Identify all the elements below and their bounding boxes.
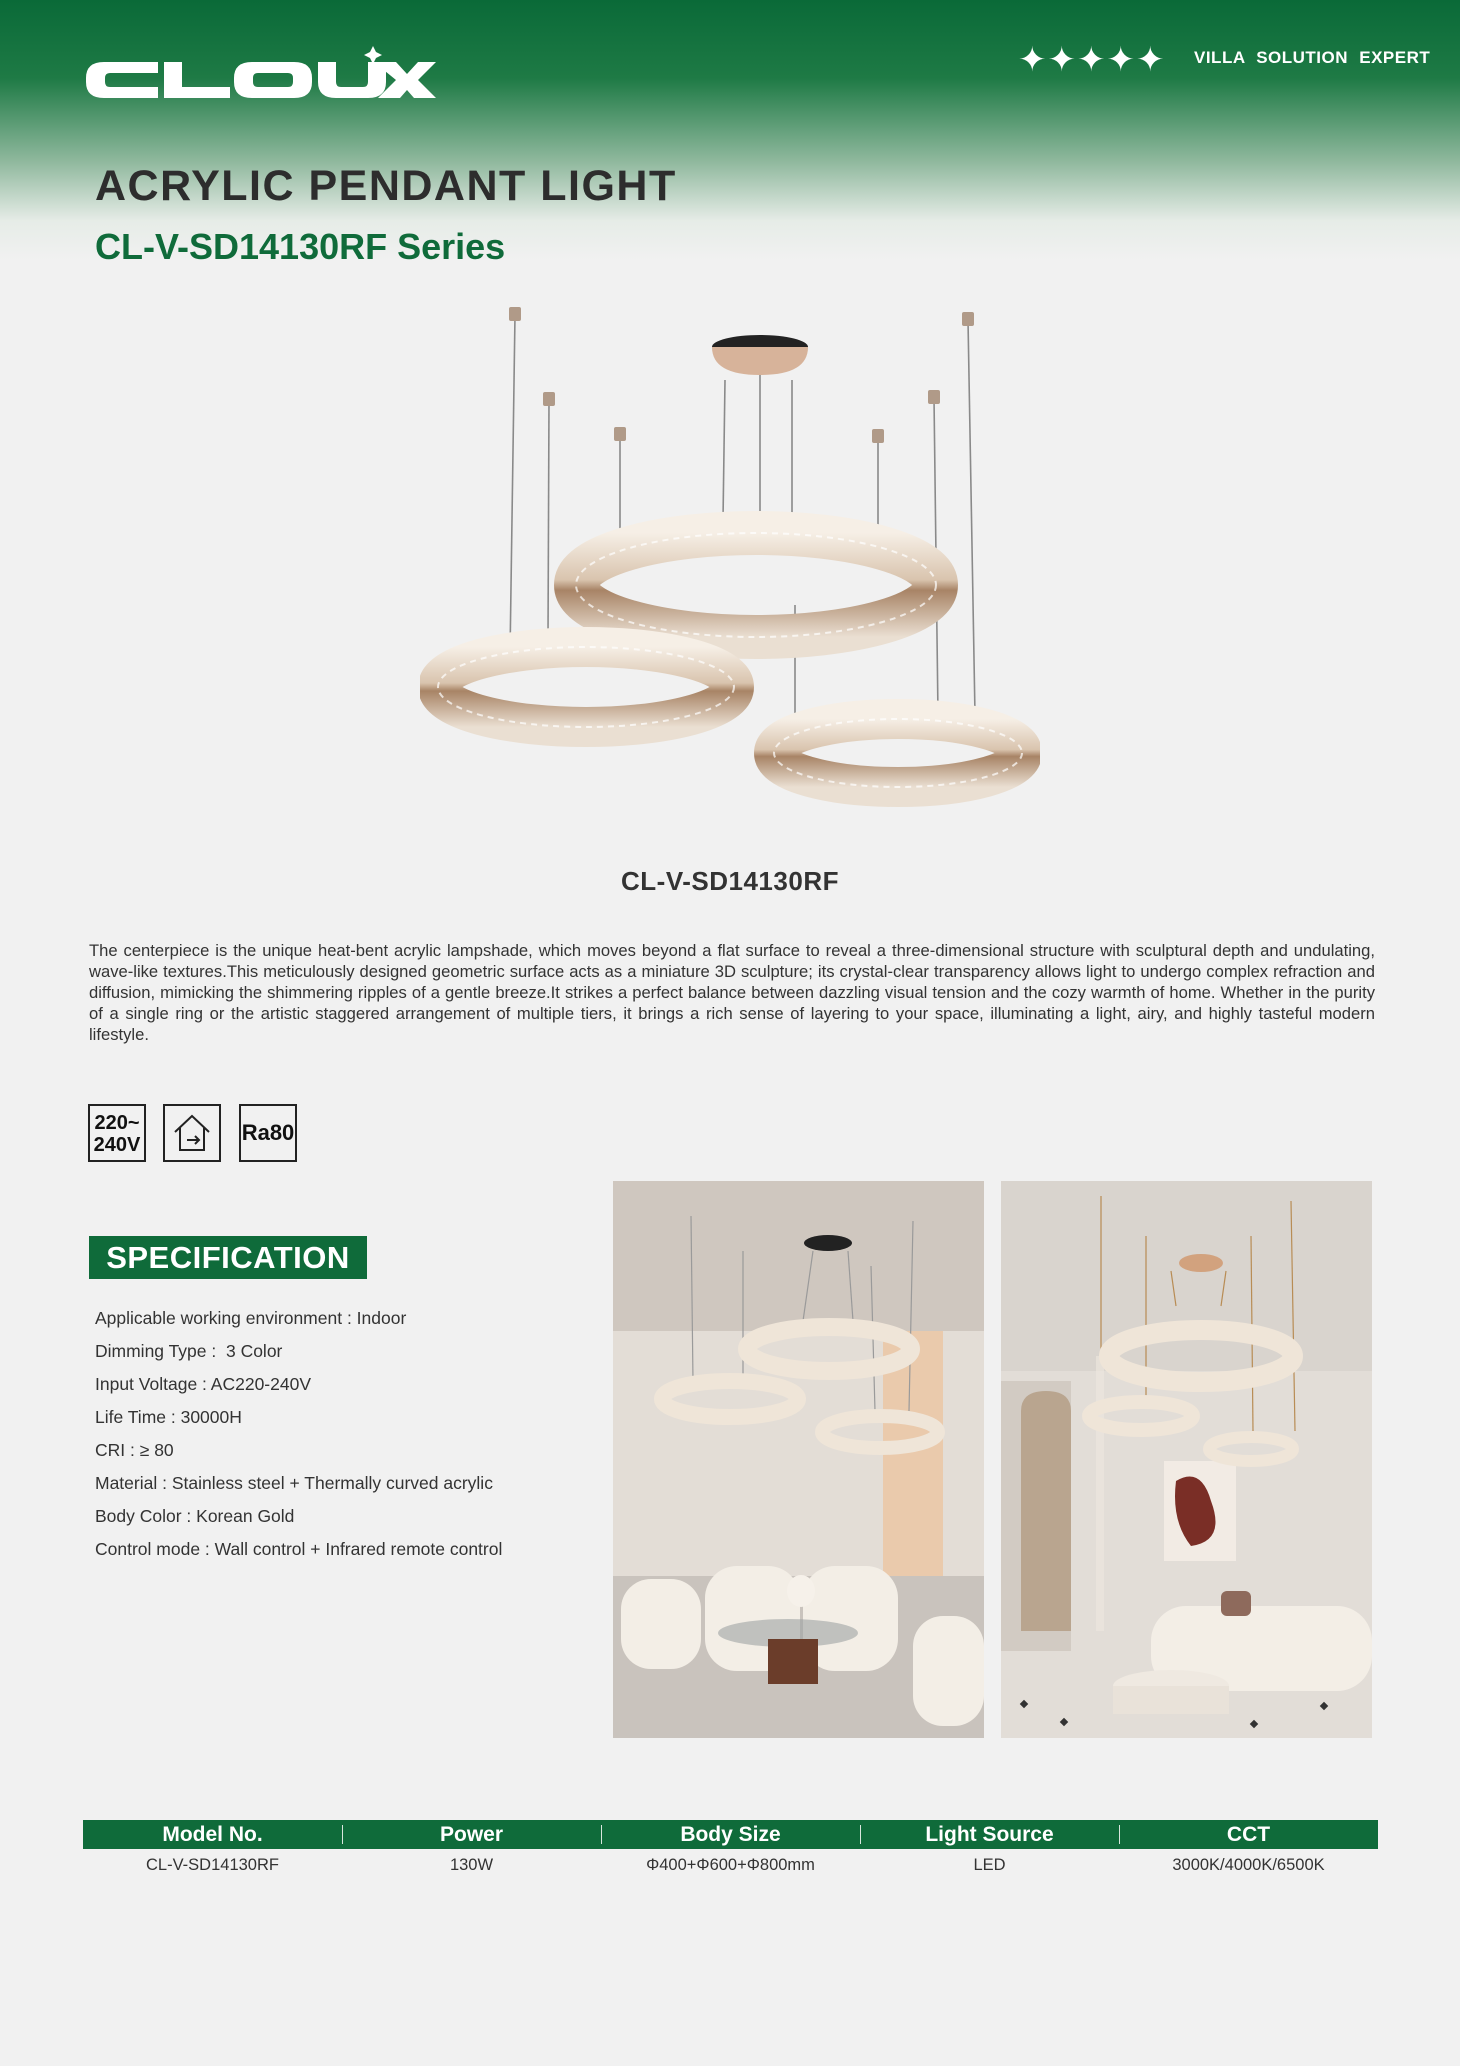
cell-cct: 3000K/4000K/6500K bbox=[1172, 1856, 1325, 1874]
spec-item: Dimming Type : 3 Color bbox=[95, 1341, 283, 1361]
rating-stars: ✦✦✦✦✦ bbox=[1018, 40, 1166, 80]
ra-badge: Ra80 bbox=[239, 1104, 297, 1162]
voltage-badge bbox=[88, 1104, 146, 1162]
spec-item: CRI : ≥ 80 bbox=[95, 1440, 174, 1460]
cell-model: CL-V-SD14130RF bbox=[146, 1856, 279, 1874]
table-row bbox=[83, 1849, 1378, 1881]
spec-item: Life Time : 30000H bbox=[95, 1407, 242, 1427]
spec-item: Control mode : Wall control + Infrared remote control bbox=[95, 1539, 503, 1559]
page-title: ACRYLIC PENDANT LIGHT bbox=[95, 162, 677, 210]
col-model: Model No. bbox=[162, 1823, 263, 1846]
cell-body-size: Φ400+Φ600+Φ800mm bbox=[646, 1856, 815, 1874]
header-band bbox=[0, 0, 1460, 260]
room-photo-1 bbox=[613, 1181, 984, 1738]
tagline: VILLA SOLUTION EXPERT bbox=[1194, 48, 1431, 67]
spec-table bbox=[83, 1820, 1378, 1881]
cell-light-source: LED bbox=[973, 1856, 1006, 1874]
model-caption: CL-V-SD14130RF bbox=[621, 866, 839, 896]
voltage-line-1: 220~ bbox=[94, 1112, 140, 1134]
table-header bbox=[83, 1820, 1378, 1849]
spec-item: Body Color : Korean Gold bbox=[95, 1506, 295, 1526]
spec-item: Input Voltage : AC220-240V bbox=[95, 1374, 311, 1394]
voltage-line-2: 240V bbox=[93, 1134, 141, 1156]
specification-heading: SPECIFICATION bbox=[89, 1236, 367, 1279]
product-description: The centerpiece is the unique heat-bent acrylic lampshade, which moves beyond a flat surface to reveal a three-dimensional structure with sculptural depth and undulating, wave-like textures.This meticulously designed geometric surface acts as a miniature 3D sculpture; its crystal-clear transparency allows light to undergo complex refraction and diffusion, mimicking the shimmering ripples of a gentle breeze.It strikes a perfect balance between dazzling visual tension and the cozy warmth of home. Whether in the purity of a single ring or the artistic staggered arrangement of multiple tiers, it brings a rich sense of layering to your space, illuminating a light, airy, and highly tasteful modern lifestyle. bbox=[89, 941, 1375, 1044]
indoor-house-icon bbox=[163, 1104, 221, 1162]
pendant-light-image bbox=[420, 295, 1040, 815]
col-body-size: Body Size bbox=[601, 1820, 860, 1849]
room-photo-2 bbox=[1001, 1181, 1372, 1738]
col-power: Power bbox=[342, 1820, 601, 1849]
cloux-logo bbox=[80, 40, 440, 110]
spec-item: Applicable working environment : Indoor bbox=[95, 1308, 407, 1328]
specification-list bbox=[95, 1302, 502, 1566]
spec-item: Material : Stainless steel + Thermally curved acrylic bbox=[95, 1473, 493, 1493]
series-subtitle: CL-V-SD14130RF Series bbox=[95, 226, 506, 267]
cell-power: 130W bbox=[449, 1856, 494, 1874]
col-cct: CCT bbox=[1119, 1820, 1378, 1849]
col-light-source: Light Source bbox=[860, 1820, 1119, 1849]
